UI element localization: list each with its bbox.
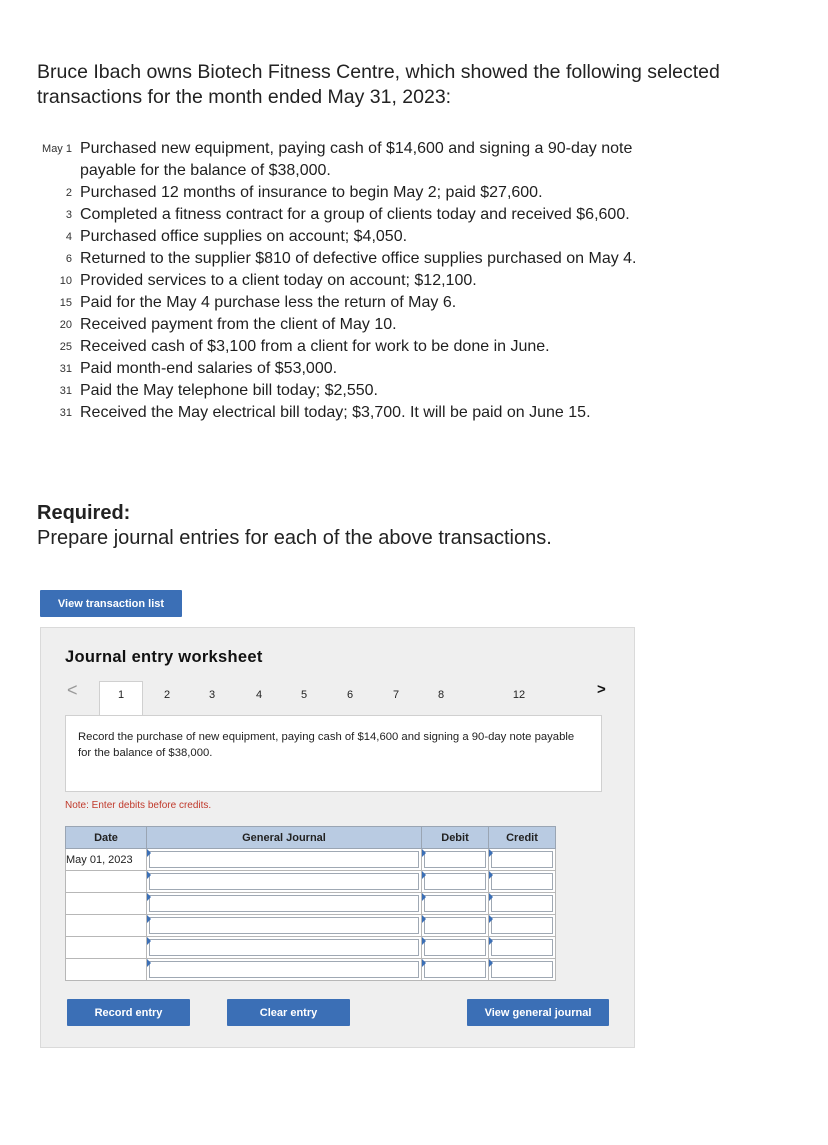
transaction-desc: Received the May electrical bill today; $3,700. It will be paid on June 15. — [80, 404, 591, 421]
row-date — [66, 915, 147, 937]
table-row — [66, 915, 556, 937]
account-input[interactable] — [147, 937, 422, 959]
row-date — [66, 893, 147, 915]
tab-1[interactable]: 1 — [99, 681, 143, 715]
record-entry-button[interactable]: Record entry — [67, 999, 190, 1026]
dropdown-marker-icon — [489, 937, 493, 945]
transaction-item — [36, 204, 676, 226]
intro-text: Bruce Ibach owns Biotech Fitness Centre, which showed the following selected transactions for the month ended May 31, 2023: — [37, 61, 720, 108]
dropdown-marker-icon — [489, 959, 493, 967]
transaction-item — [36, 402, 676, 424]
view-transaction-list-button[interactable]: View transaction list — [40, 590, 182, 617]
table-row — [66, 871, 556, 893]
dropdown-marker-icon — [147, 959, 151, 967]
column-header-debit: Debit — [422, 827, 489, 849]
credit-input[interactable] — [489, 937, 556, 959]
tab-5[interactable]: 5 — [300, 689, 308, 701]
required-heading: Required: — [37, 502, 131, 524]
transaction-item — [36, 138, 676, 182]
journal-table — [65, 826, 556, 981]
transaction-item — [36, 314, 676, 336]
journal-entry-worksheet — [40, 627, 635, 1048]
dropdown-marker-icon — [422, 871, 426, 879]
transaction-desc: Paid for the May 4 purchase less the return of May 6. — [80, 294, 457, 311]
table-row — [66, 959, 556, 981]
dropdown-marker-icon — [147, 871, 151, 879]
dropdown-marker-icon — [422, 893, 426, 901]
transaction-date: 6 — [65, 253, 72, 265]
transaction-item — [36, 226, 676, 248]
required-text: Prepare journal entries for each of the above transactions. — [37, 527, 552, 549]
table-row — [66, 937, 556, 959]
transaction-item — [36, 182, 676, 204]
transaction-item — [36, 336, 676, 358]
view-general-journal-button[interactable]: View general journal — [467, 999, 609, 1026]
debit-input[interactable] — [422, 915, 489, 937]
transaction-item — [36, 248, 676, 270]
credit-input[interactable] — [489, 959, 556, 981]
credit-input[interactable] — [489, 893, 556, 915]
credit-input[interactable] — [489, 871, 556, 893]
transaction-desc: Received payment from the client of May 10. — [80, 316, 397, 333]
transaction-desc: Returned to the supplier $810 of defective office supplies purchased on May 4. — [80, 250, 637, 267]
clear-entry-button[interactable]: Clear entry — [227, 999, 350, 1026]
tab-12[interactable]: 12 — [512, 689, 526, 701]
tab-2[interactable]: 2 — [163, 689, 171, 701]
prev-arrow-icon[interactable]: < — [67, 680, 78, 700]
dropdown-marker-icon — [489, 893, 493, 901]
transaction-date: 31 — [59, 385, 72, 397]
transaction-desc: Purchased 12 months of insurance to begin May 2; paid $27,600. — [80, 184, 543, 201]
transaction-date: May 1 — [42, 143, 72, 155]
transaction-date: 31 — [59, 407, 72, 419]
transaction-date: 4 — [65, 231, 72, 243]
tab-3[interactable]: 3 — [208, 689, 216, 701]
column-header-date: Date — [66, 827, 147, 849]
dropdown-marker-icon — [422, 937, 426, 945]
credit-input[interactable] — [489, 849, 556, 871]
transaction-desc: Paid month-end salaries of $53,000. — [80, 360, 338, 377]
transaction-date: 10 — [59, 275, 72, 287]
table-row — [66, 893, 556, 915]
account-input[interactable] — [147, 959, 422, 981]
transaction-item — [36, 292, 676, 314]
debit-input[interactable] — [422, 959, 489, 981]
transaction-desc: Purchased office supplies on account; $4,050. — [80, 228, 408, 245]
dropdown-marker-icon — [422, 959, 426, 967]
table-row — [66, 849, 556, 871]
account-input[interactable] — [147, 849, 422, 871]
tab-8[interactable]: 8 — [437, 689, 445, 701]
dropdown-marker-icon — [147, 915, 151, 923]
transaction-list — [36, 138, 676, 424]
debit-input[interactable] — [422, 849, 489, 871]
account-input[interactable] — [147, 871, 422, 893]
credit-input[interactable] — [489, 915, 556, 937]
transaction-item — [36, 380, 676, 402]
row-date — [66, 871, 147, 893]
worksheet-title: Journal entry worksheet — [65, 648, 263, 666]
tab-6[interactable]: 6 — [346, 689, 354, 701]
dropdown-marker-icon — [489, 871, 493, 879]
row-date — [66, 959, 147, 981]
dropdown-marker-icon — [147, 849, 151, 857]
transaction-date: 25 — [59, 341, 72, 353]
debit-input[interactable] — [422, 893, 489, 915]
dropdown-marker-icon — [422, 915, 426, 923]
debits-note: Note: Enter debits before credits. — [65, 800, 212, 811]
dropdown-marker-icon — [489, 915, 493, 923]
transaction-date: 15 — [59, 297, 72, 309]
tab-7[interactable]: 7 — [392, 689, 400, 701]
transaction-date: 2 — [65, 187, 72, 199]
account-input[interactable] — [147, 915, 422, 937]
tab-4[interactable]: 4 — [255, 689, 263, 701]
transaction-date: 31 — [59, 363, 72, 375]
debit-input[interactable] — [422, 937, 489, 959]
transaction-item — [36, 270, 676, 292]
transaction-date: 3 — [65, 209, 72, 221]
dropdown-marker-icon — [422, 849, 426, 857]
transaction-desc: Received cash of $3,100 from a client for work to be done in June. — [80, 338, 550, 355]
transaction-item — [36, 358, 676, 380]
next-arrow-icon[interactable]: > — [597, 681, 606, 698]
row-date — [66, 937, 147, 959]
column-header-credit: Credit — [489, 827, 556, 849]
debit-input[interactable] — [422, 871, 489, 893]
transaction-prompt: Record the purchase of new equipment, paying cash of $14,600 and signing a 90-day note payable for the balance of $38,000. — [65, 715, 602, 792]
transaction-desc: Purchased new equipment, paying cash of $14,600 and signing a 90-day note payable for the balance of $38,000. — [80, 140, 633, 179]
row-date: May 01, 2023 — [66, 849, 147, 871]
dropdown-marker-icon — [147, 937, 151, 945]
transaction-date: 20 — [59, 319, 72, 331]
dropdown-marker-icon — [147, 893, 151, 901]
transaction-desc: Completed a fitness contract for a group of clients today and received $6,600. — [80, 206, 630, 223]
dropdown-marker-icon — [489, 849, 493, 857]
transaction-desc: Paid the May telephone bill today; $2,550. — [80, 382, 378, 399]
transaction-desc: Provided services to a client today on account; $12,100. — [80, 272, 477, 289]
account-input[interactable] — [147, 893, 422, 915]
column-header-general-journal: General Journal — [147, 827, 422, 849]
